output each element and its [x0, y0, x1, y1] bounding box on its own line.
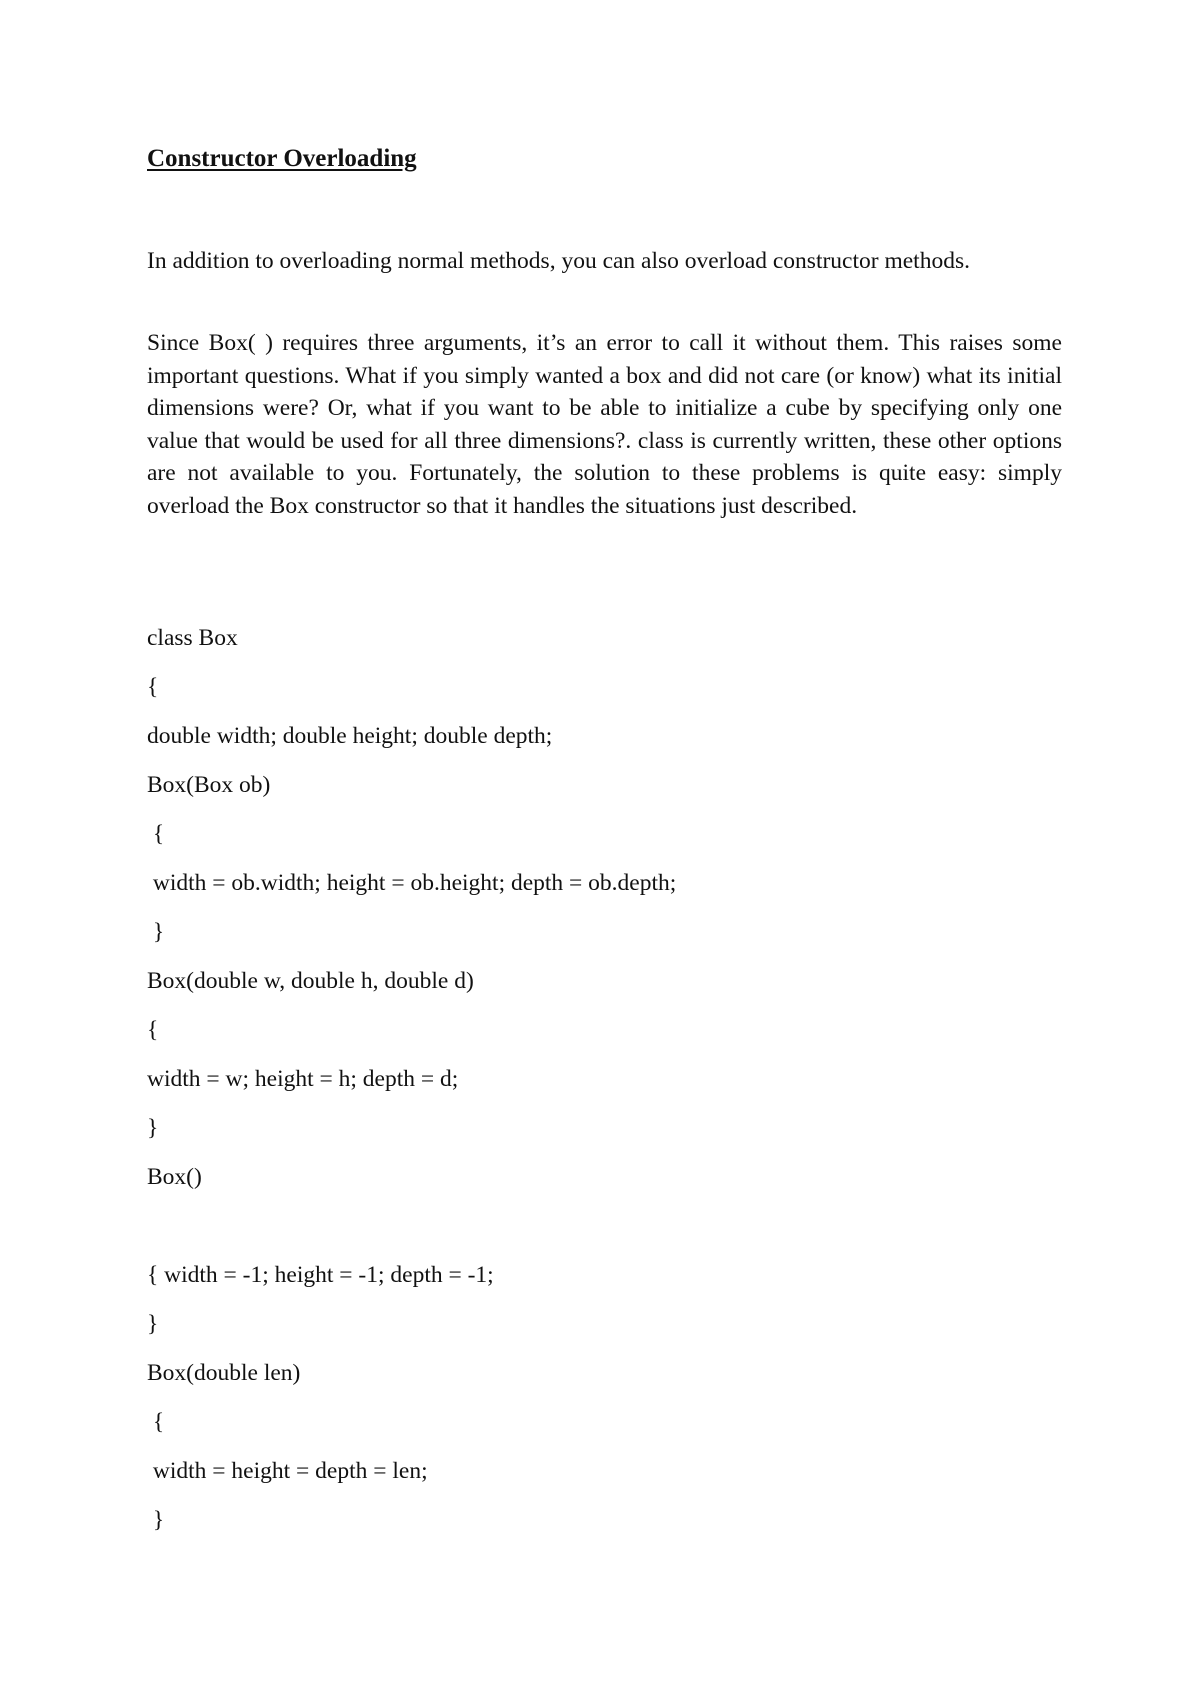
page-title: Constructor Overloading [147, 145, 417, 172]
code-line: } [147, 919, 165, 945]
code-line: } [147, 1311, 159, 1337]
code-line: { [147, 1409, 165, 1435]
explanation-paragraph: Since Box( ) requires three arguments, it’s an error to call it without them. This raises some important questions. What if you simply wanted a box and did not care (or know) what its initial dimensions were? Or, what if you want to be able to initialize a cube by specifying only one value that would be used for all three dimensions?. class is currently written, these other options are not available to you. Fortunately, the solution to these problems is quite easy: simply overload the Box constructor so that it handles the situations just described. [147, 330, 1062, 519]
code-line: width = height = depth = len; [147, 1458, 428, 1484]
code-line: } [147, 1115, 159, 1141]
code-line: Box() [147, 1164, 202, 1190]
code-line: { [147, 821, 165, 847]
code-line: double width; double height; double depth; [147, 723, 553, 749]
code-line: width = w; height = h; depth = d; [147, 1066, 459, 1092]
code-line: { width = -1; height = -1; depth = -1; [147, 1262, 494, 1288]
intro-paragraph: In addition to overloading normal methods, you can also overload constructor methods. [147, 248, 970, 274]
code-line: width = ob.width; height = ob.height; depth = ob.depth; [147, 870, 677, 896]
code-line: Box(Box ob) [147, 772, 271, 798]
code-line: } [147, 1507, 165, 1533]
code-line: class Box [147, 625, 238, 651]
code-line: { [147, 674, 159, 700]
code-line: Box(double len) [147, 1360, 301, 1386]
code-line: { [147, 1017, 159, 1043]
code-line: Box(double w, double h, double d) [147, 968, 474, 994]
